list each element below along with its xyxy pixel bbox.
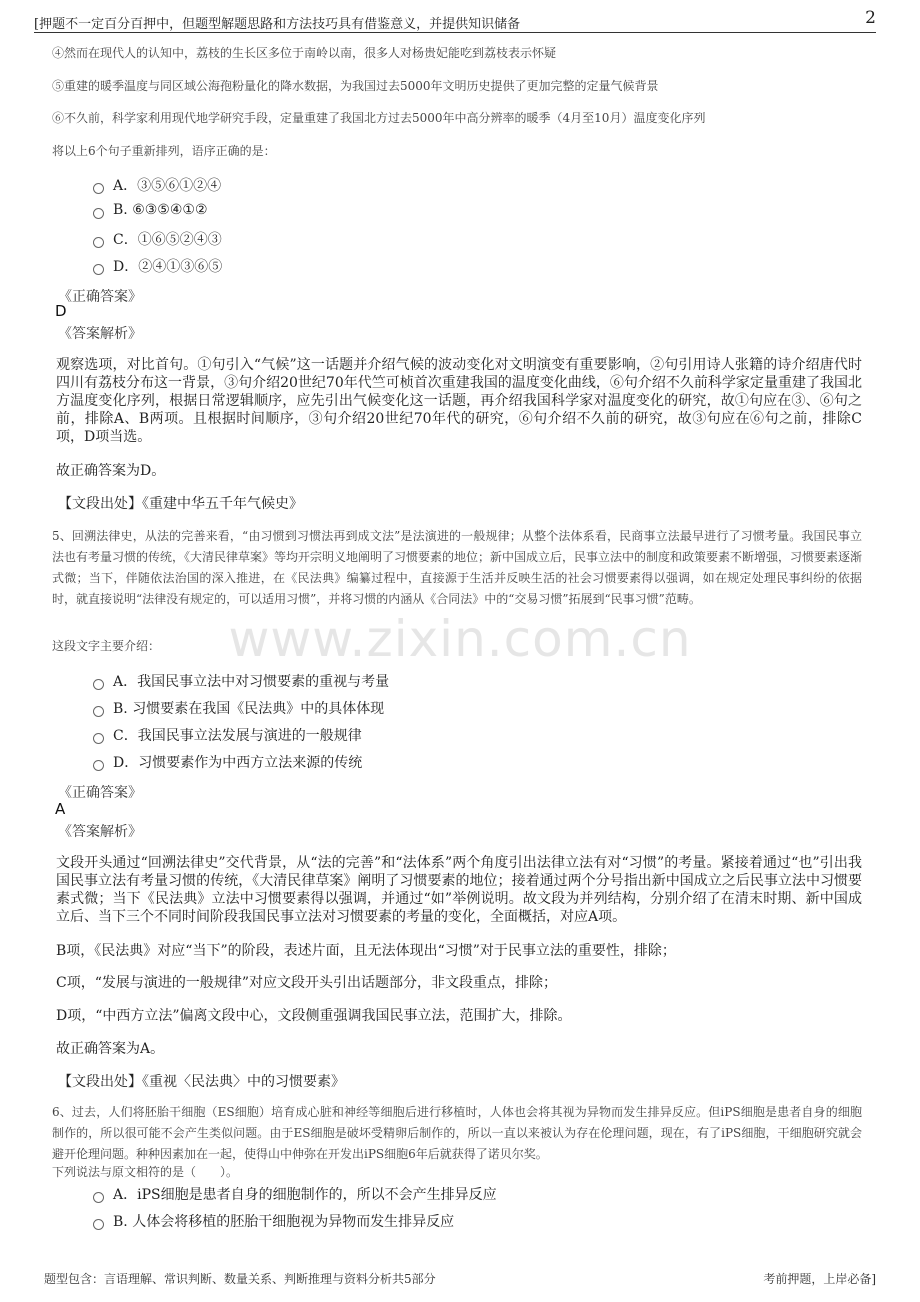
q4-prompt: 将以上6个句子重新排列，语序正确的是：	[52, 144, 276, 158]
q6-option-b[interactable]: B. 人体会将移植的胚胎干细胞视为异物而发生排异反应	[93, 1211, 454, 1231]
q4-option-a[interactable]: A．③⑤⑥①②④	[93, 175, 221, 195]
radio-icon[interactable]	[93, 237, 104, 248]
q6-option-a[interactable]: A．iPS细胞是患者自身的细胞制作的，所以不会产生排异反应	[93, 1184, 497, 1204]
q4-conclusion: 故正确答案为D。	[56, 463, 166, 479]
q5-option-a[interactable]: A．我国民事立法中对习惯要素的重视与考量	[93, 671, 389, 691]
radio-icon[interactable]	[93, 264, 104, 275]
q4-source: 【文段出处】《重建中华五千年气候史》	[58, 496, 303, 512]
q5-source: 【文段出处】《重视〈民法典〉中的习惯要素》	[58, 1074, 345, 1090]
q5-answer: A	[55, 800, 66, 818]
radio-icon[interactable]	[93, 1219, 104, 1230]
footer-left: 题型包含：言语理解、常识判断、数量关系、判断推理与资料分析共5部分	[44, 1272, 436, 1286]
footer-right: 考前押题，上岸必备]	[763, 1272, 876, 1286]
q5-analysis: 文段开头通过“回溯法律史”交代背景，从“法的完善”和“法体系”两个角度引出法律立法有对“习惯”的考量。紧接着通过“也”引出我国民事立法有考量习惯的传统，《大清民律草案》阐明了习惯要素的地位；接着通过两个分号指出新中国成立之后民事立法中习惯要素式微；当下《民法典》立法中习惯要素得以强调，并通过“如”举例说明。故文段为并列结构，分别介绍了在清末时期、新中国成立后、当下三个不同时间阶段我国民事立法对习惯要素的考量的变化，全面概括，对应A项。	[56, 855, 862, 925]
q4-option-b[interactable]: B. ⑥③⑤④①②	[93, 202, 208, 218]
radio-icon[interactable]	[93, 679, 104, 690]
radio-icon[interactable]	[93, 208, 104, 219]
q4-sentence-5: ⑤重建的暖季温度与同区域公海孢粉量化的降水数据，为我国过去5000年文明历史提供了更加完整的定量气候背景	[52, 79, 659, 93]
radio-icon[interactable]	[93, 760, 104, 771]
q5-prompt: 这段文字主要介绍：	[52, 639, 161, 653]
q6-passage: 6、过去，人们将胚胎干细胞（ES细胞）培育成心脏和神经等细胞后进行移植时，人体也会将其视为异物而发生排异反应。但iPS细胞是患者自身的细胞制作的，所以很可能不会产生类似问题。由于ES细胞是破坏受精卵后制作的，所以一直以来被认为存在伦理问题，现在，有了iPS细胞，干细胞研究就会避开伦理问题。种种因素加在一起，使得山中伸弥在开发出iPS细胞6年后就获得了诺贝尔奖。	[52, 1105, 862, 1161]
q5-passage: 5、回溯法律史，从法的完善来看，“由习惯到习惯法再到成文法”是法演进的一般规律；从整个法体系看，民商事立法最早进行了习惯考量。我国民事立法也有考量习惯的传统，《大清民律草案》等均开宗明义地阐明了习惯要素的地位；新中国成立后，民事立法中的制度和政策要素不断增强，习惯要素逐渐式微；当下，伴随依法治国的深入推进，在《民法典》编纂过程中，直接源于生活并反映生活的社会习惯要素得以强调，如在规定处理民事纠纷的依据时，就直接说明“法律没有规定的，可以适用习惯”，并将习惯的内涵从《合同法》中的“交易习惯”拓展到“民事习惯”范畴。	[52, 529, 863, 606]
q5-c-explanation: C项，“发展与演进的一般规律”对应文段开头引出话题部分，非文段重点，排除；	[56, 975, 558, 991]
q5-d-explanation: D项，“中西方立法”偏离文段中心，文段侧重强调我国民事立法，范围扩大，排除。	[56, 1008, 572, 1024]
q5-analysis-label: 《答案解析》	[58, 824, 142, 840]
q5-option-b[interactable]: B. 习惯要素在我国《民法典》中的具体体现	[93, 698, 384, 718]
q4-answer-label: 《正确答案》	[58, 289, 142, 305]
q4-analysis: 观察选项，对比首句。①句引入“气候”这一话题并介绍气候的波动变化对文明演变有重要影响，②句引用诗人张籍的诗介绍唐代时四川有荔枝分布这一背景，③句介绍20世纪70年代竺可桢首次重建我国的温度变化曲线，⑥句介绍不久前科学家定量重建了我国北方温度变化序列，根据日常逻辑顺序，应先引出气候变化这一话题，再介绍我国科学家对温度变化的研究，故①句应在③、⑥句之前，排除A、B两项。且根据时间顺序，③句介绍20世纪70年代的研究，⑥句介绍不久前的研究，故③句应在⑥句之前，排除C项，D项当选。	[56, 357, 862, 445]
radio-icon[interactable]	[93, 706, 104, 717]
q4-sentence-4: ④然而在现代人的认知中，荔枝的生长区多位于南岭以南，很多人对杨贵妃能吃到荔枝表示怀疑	[52, 46, 557, 60]
q4-analysis-label: 《答案解析》	[58, 326, 142, 342]
q4-option-c[interactable]: C．①⑥⑤②④③	[93, 229, 222, 249]
q5-answer-label: 《正确答案》	[58, 785, 142, 801]
page-number: 2	[865, 8, 876, 28]
q4-answer: D	[55, 302, 67, 320]
q5-option-d[interactable]: D．习惯要素作为中西方立法来源的传统	[93, 752, 362, 772]
q5-option-c[interactable]: C．我国民事立法发展与演进的一般规律	[93, 725, 362, 745]
q5-conclusion: 故正确答案为A。	[56, 1041, 165, 1057]
page-header	[34, 10, 876, 33]
watermark: www.zixin.com.cn	[228, 610, 692, 668]
header-title: [押题不一定百分百押中，但题型解题思路和方法技巧具有借鉴意义，并提供知识储备	[34, 17, 521, 32]
q5-b-explanation: B项，《民法典》对应“当下”的阶段，表述片面，且无法体现出“习惯”对于民事立法的重要性，排除；	[56, 943, 676, 959]
radio-icon[interactable]	[93, 1192, 104, 1203]
q4-sentence-6: ⑥不久前，科学家利用现代地学研究手段，定量重建了我国北方过去5000年中高分辨率的暖季（4月至10月）温度变化序列	[52, 111, 706, 125]
radio-icon[interactable]	[93, 183, 104, 194]
radio-icon[interactable]	[93, 733, 104, 744]
q6-prompt: 下列说法与原文相符的是（ ）。	[52, 1165, 239, 1179]
q4-option-d[interactable]: D．②④①③⑥⑤	[93, 256, 222, 276]
